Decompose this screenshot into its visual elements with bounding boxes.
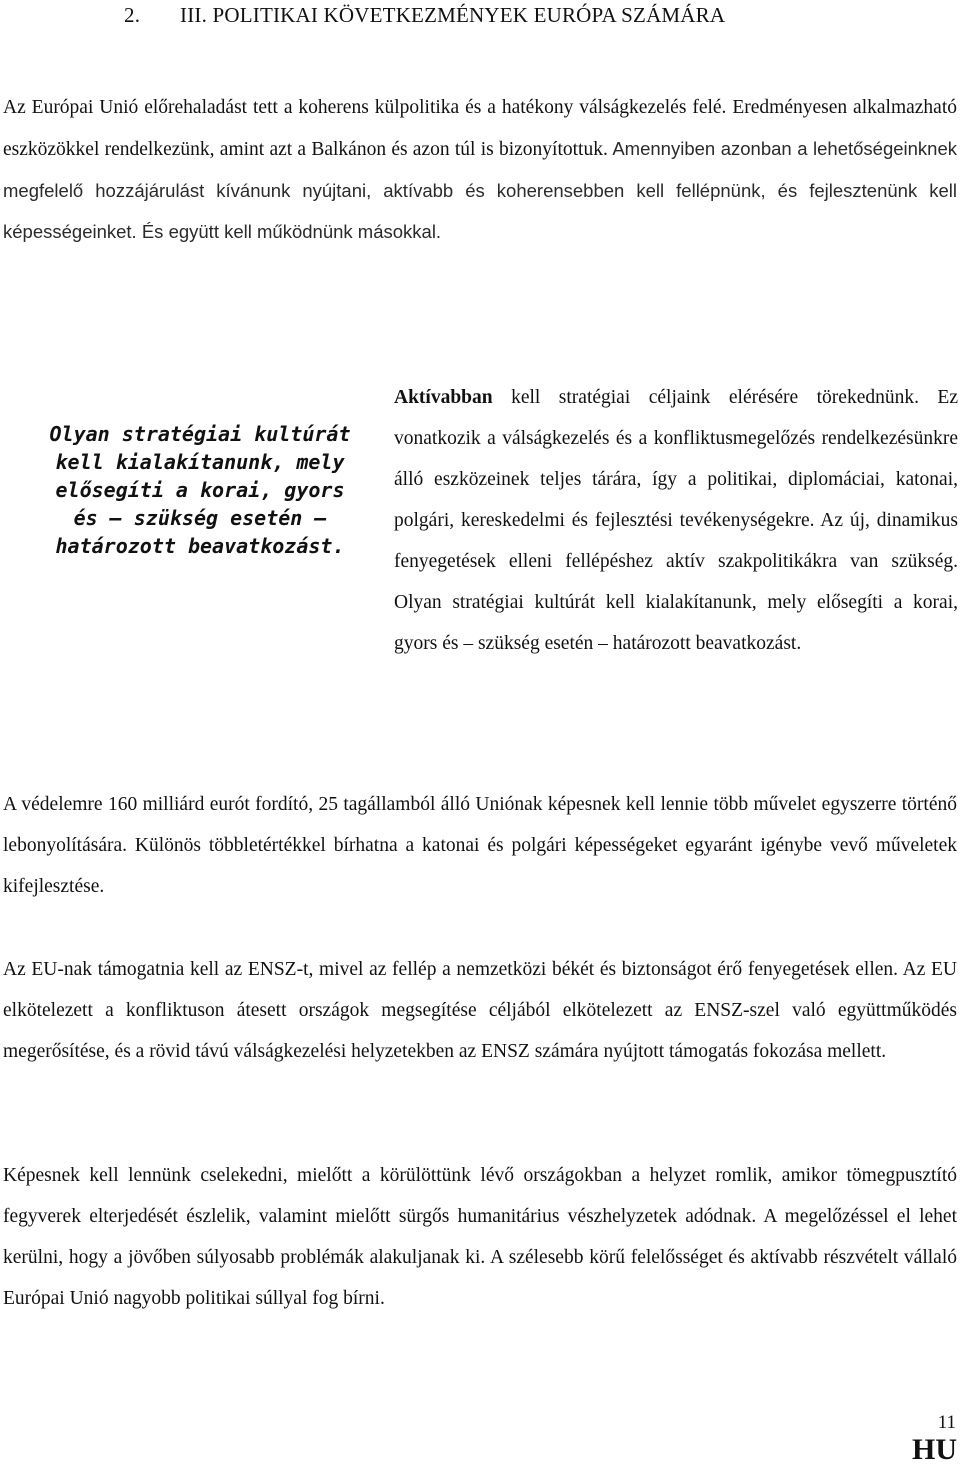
paragraph-prevention: Képesnek kell lennünk cselekedni, mielőtt a körülöttünk lévő országokban a helyzet romlik, amikor tömegpusztító fegyverek elterjedését észlelik, valamint mielőtt sürgős humanitárius vészhelyzetek adódnak. A megelőzéssel el lehet kerülni, hogy a jövőben súlyosabb problémák alakuljanak ki. A szélesebb körű felelősséget és aktívabb részvételt vállaló Európai Unió nagyobb politikai súllyal fog bírni. bbox=[3, 1165, 957, 1309]
side-paragraph bbox=[394, 377, 958, 664]
intro-rest: Amennyiben azonban a lehetőségeinknek megfelelő hozzájárulást kívánunk nyújtani, aktívabb és koherensebben kell fellépnünk, és fejlesztenünk kell képességeinket. És együtt kell működnünk másokkal. bbox=[3, 138, 958, 242]
paragraph-defence: A védelemre 160 milliárd eurót fordító, 25 tagállamból álló Uniónak képesnek kell lennie több művelet egyszerre történő lebonyolítására. Különös többletértékkel bírhatna a katonai és polgári képességeket egyaránt igénybe vevő műveletek kifejlesztése. bbox=[3, 794, 957, 897]
page-number: 11 bbox=[937, 1412, 956, 1433]
side-paragraph-bold: Aktívabban bbox=[394, 387, 493, 408]
paragraph-un-support: Az EU-nak támogatnia kell az ENSZ-t, mivel az fellép a nemzetközi békét és biztonságot érő fenyegetések ellen. Az EU elkötelezett a konfliktuson átesett országok megsegítése céljából elkötelezett az ENSZ-szel való együttműködés megerősítése, és a rövid távú válságkezelési helyzetekben az ENSZ számára nyújtott támogatás fokozása mellett. bbox=[3, 959, 957, 1062]
intro-paragraph bbox=[3, 86, 957, 252]
section-number: 2. bbox=[124, 3, 141, 27]
language-code: HU bbox=[912, 1433, 957, 1466]
section-title: III. POLITIKAI KÖVETKEZMÉNYEK EURÓPA SZÁMÁRA bbox=[180, 3, 726, 27]
side-paragraph-text: kell stratégiai céljaink elérésére törekednünk. Ez vonatkozik a válságkezelés és a konfliktusmegelőzés rendelkezésünkre álló eszközeinek teljes tárára, így a politikai, diplomáciai, katonai, polgári, kereskedelmi és fejlesztési tevékenységekre. Az új, dinamikus fenyegetések elleni fellépéshez aktív szakpolitikákra van szükség. Olyan stratégiai kultúrát kell kialakítanunk, mely elősegíti a korai, gyors és – szükség esetén – határozott beavatkozást. bbox=[394, 387, 958, 654]
pull-quote: Olyan stratégiai kultúrát kell kialakítanunk, mely elősegíti a korai, gyors és – szükség esetén – határozott beavatkozást. bbox=[49, 422, 351, 558]
section-heading bbox=[124, 2, 725, 28]
intro-lead: Az Európai Unió előrehaladást tett a koherens külpolitika és a hatékony válságkezelés felé. Eredményesen alkalmazható eszközökkel rendelkezünk, amint azt a Balkánon és azon túl is bizonyítottuk. bbox=[3, 97, 957, 160]
